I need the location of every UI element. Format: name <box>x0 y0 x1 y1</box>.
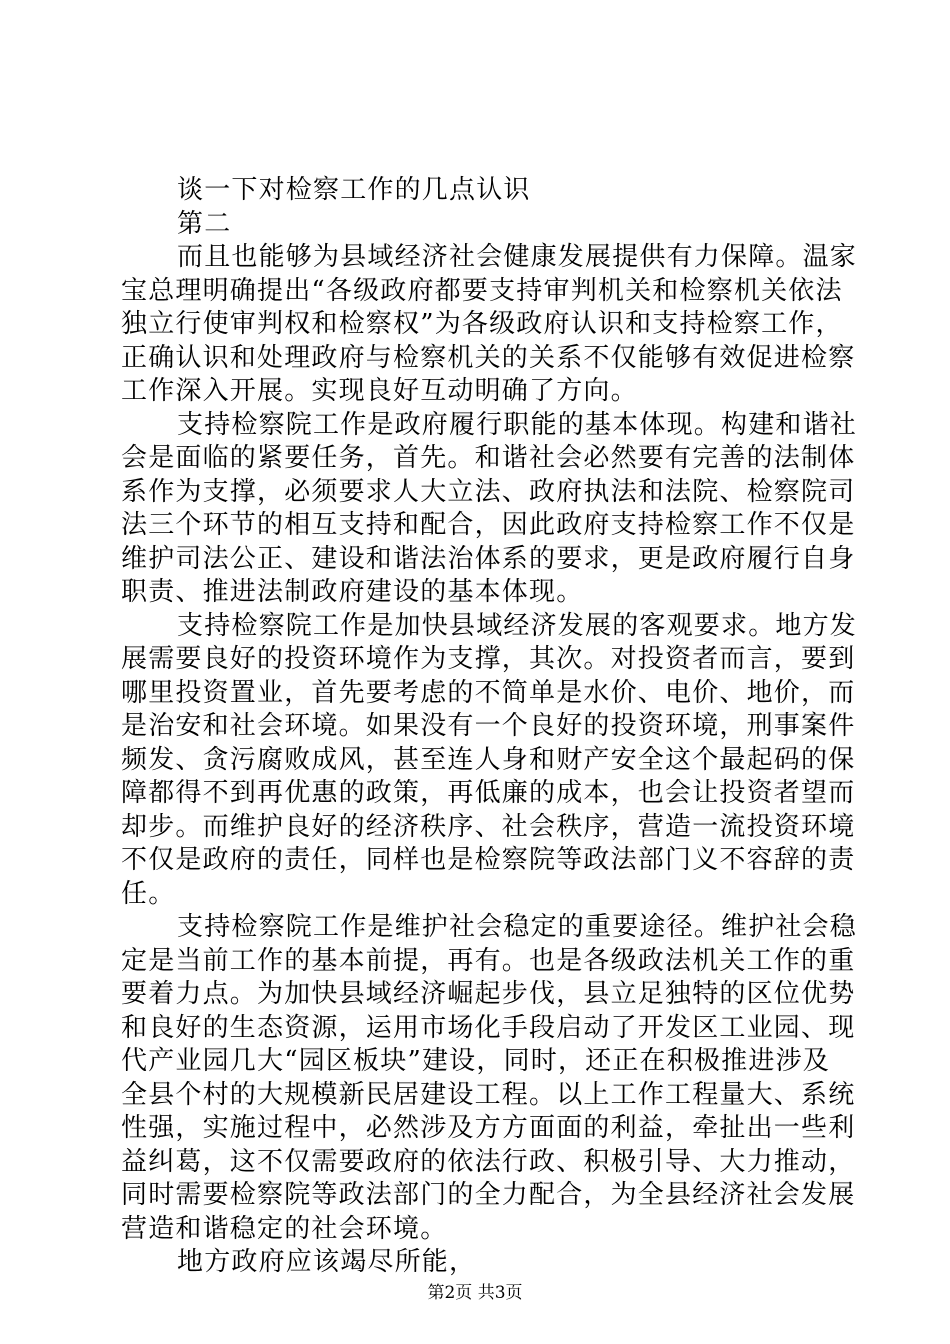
text-line: 定是当前工作的基本前提，再有。也是各级政法机关工作的重 <box>121 945 856 976</box>
document-title: 谈一下对检察工作的几点认识 <box>177 175 531 205</box>
text-line: 职责、推进法制政府建设的基本体现。 <box>121 577 584 607</box>
document-body <box>121 174 858 1280</box>
text-line: 维护司法公正、建设和谐法治体系的要求，更是政府履行自身 <box>121 543 856 574</box>
text-line: 支持检察院工作是维护社会稳定的重要途径。维护社会稳 <box>177 912 858 942</box>
text-line: 工作深入开展。实现良好互动明确了方向。 <box>121 376 638 406</box>
text-line: 同时需要检察院等政法部门的全力配合，为全县经济社会发展 <box>121 1180 856 1210</box>
text-line: 营造和谐稳定的社会环境。 <box>121 1213 448 1244</box>
text-line: 障都得不到再优惠的政策，再低廉的成本，也会让投资者望而 <box>121 778 856 808</box>
text-line: 正确认识和处理政府与检察机关的关系不仅能够有效促进检察 <box>121 342 856 373</box>
text-line: 益纠葛，这不仅需要政府的依法行政、积极引导、大力推动， <box>121 1146 856 1177</box>
text-line: 而且也能够为县域经济社会健康发展提供有力保障。温家 <box>177 242 858 272</box>
text-line: 不仅是政府的责任，同样也是检察院等政法部门义不容辞的责 <box>121 845 856 875</box>
text-line: 哪里投资置业，首先要考虑的不简单是水价、电价、地价，而 <box>121 677 856 708</box>
text-line: 全县个村的大规模新民居建设工程。以上工作工程量大、系统 <box>121 1079 856 1110</box>
text-line: 和良好的生态资源，运用市场化手段启动了开发区工业园、现 <box>121 1012 856 1043</box>
text-line: 代产业园几大“园区板块”建设，同时，还正在积极推进涉及 <box>121 1046 830 1076</box>
text-line: 要着力点。为加快县域经济崛起步伐，县立足独特的区位优势 <box>121 979 856 1009</box>
text-line: 会是面临的紧要任务，首先。和谐社会必然要有完善的法制体 <box>121 443 856 473</box>
text-line: 性强，实施过程中，必然涉及方方面面的利益，牵扯出一些利 <box>121 1113 856 1143</box>
text-line: 任。 <box>121 878 176 909</box>
page-indicator: 第2页 共3页 <box>427 1283 523 1303</box>
text-line: 地方政府应该竭尽所能， <box>177 1247 477 1277</box>
text-line: 支持检察院工作是加快县域经济发展的客观要求。地方发 <box>177 610 858 641</box>
text-line: 频发、贪污腐败成风，甚至连人身和财产安全这个最起码的保 <box>121 744 856 775</box>
text-line: 支持检察院工作是政府履行职能的基本体现。构建和谐社 <box>177 409 858 440</box>
text-line: 系作为支撑，必须要求人大立法、政府执法和法院、检察院司 <box>121 476 856 507</box>
document-subtitle: 第二 <box>177 208 232 239</box>
text-line: 展需要良好的投资环境作为支撑，其次。对投资者而言，要到 <box>121 644 856 674</box>
text-line: 是治安和社会环境。如果没有一个良好的投资环境，刑事案件 <box>121 711 856 741</box>
text-line: 宝总理明确提出“各级政府都要支持审判机关和检察机关依法 <box>121 275 843 306</box>
text-line: 独立行使审判权和检察权”为各级政府认识和支持检察工作， <box>121 309 843 339</box>
text-line: 法三个环节的相互支持和配合，因此政府支持检察工作不仅是 <box>121 510 856 540</box>
text-line: 却步。而维护良好的经济秩序、社会秩序，营造一流投资环境 <box>121 811 856 842</box>
